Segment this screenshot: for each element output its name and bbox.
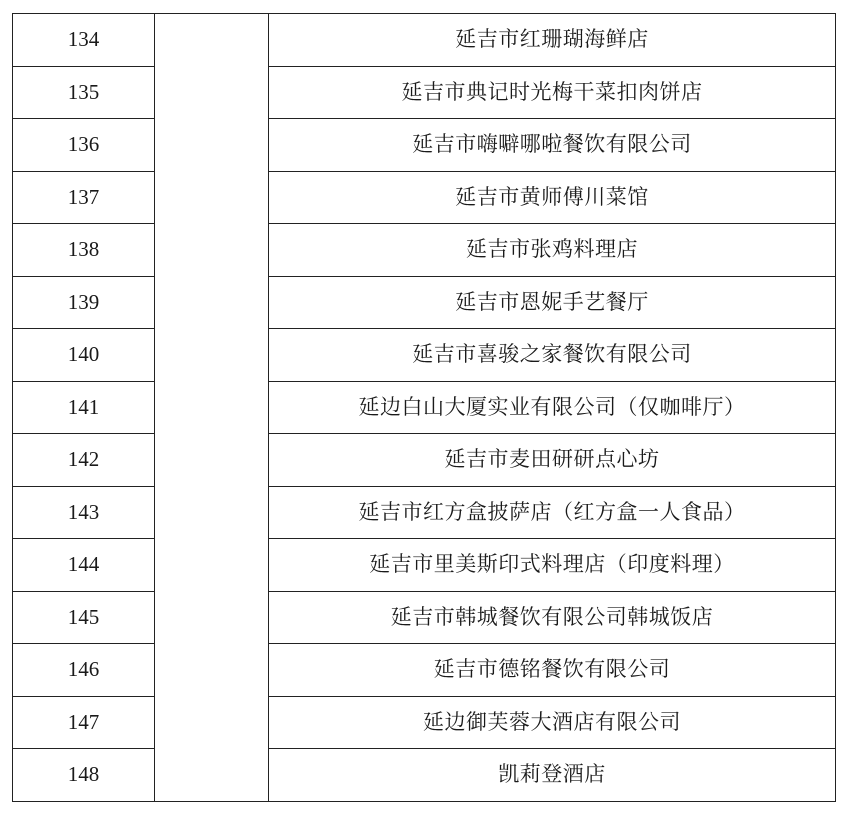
row-number: 134 [13, 14, 155, 67]
merged-blank-cell [155, 749, 269, 802]
table-row [13, 224, 836, 277]
merged-blank-cell [155, 276, 269, 329]
table-row [13, 486, 836, 539]
table-row [13, 539, 836, 592]
row-number: 136 [13, 119, 155, 172]
merged-blank-cell [155, 66, 269, 119]
row-number: 137 [13, 171, 155, 224]
establishment-name: 延吉市红珊瑚海鲜店 [269, 14, 836, 67]
establishment-name: 延吉市麦田研研点心坊 [269, 434, 836, 487]
row-number: 147 [13, 696, 155, 749]
row-number: 148 [13, 749, 155, 802]
establishment-name: 延吉市里美斯印式料理店（印度料理） [269, 539, 836, 592]
merged-blank-cell [155, 119, 269, 172]
row-number: 138 [13, 224, 155, 277]
row-number: 140 [13, 329, 155, 382]
merged-blank-cell [155, 329, 269, 382]
row-number: 135 [13, 66, 155, 119]
merged-blank-cell [155, 434, 269, 487]
establishment-name: 延边御芙蓉大酒店有限公司 [269, 696, 836, 749]
merged-blank-cell [155, 224, 269, 277]
table-row [13, 644, 836, 697]
establishment-name: 延吉市红方盒披萨店（红方盒一人食品） [269, 486, 836, 539]
table-row [13, 276, 836, 329]
row-number: 143 [13, 486, 155, 539]
table-body [13, 14, 836, 802]
table-row [13, 66, 836, 119]
establishment-name: 延边白山大厦实业有限公司（仅咖啡厅） [269, 381, 836, 434]
table-row [13, 591, 836, 644]
row-number: 141 [13, 381, 155, 434]
establishment-name: 延吉市黄师傅川菜馆 [269, 171, 836, 224]
merged-blank-cell [155, 381, 269, 434]
table-row [13, 119, 836, 172]
table-row [13, 14, 836, 67]
establishment-name: 延吉市恩妮手艺餐厅 [269, 276, 836, 329]
row-number: 144 [13, 539, 155, 592]
table-row [13, 749, 836, 802]
establishment-name: 延吉市典记时光梅干菜扣肉饼店 [269, 66, 836, 119]
table-row [13, 171, 836, 224]
row-number: 145 [13, 591, 155, 644]
establishment-name: 凯莉登酒店 [269, 749, 836, 802]
row-number: 139 [13, 276, 155, 329]
row-number: 142 [13, 434, 155, 487]
table-row [13, 696, 836, 749]
merged-blank-cell [155, 539, 269, 592]
merged-blank-cell [155, 14, 269, 67]
merged-blank-cell [155, 644, 269, 697]
establishment-name: 延吉市德铭餐饮有限公司 [269, 644, 836, 697]
merged-blank-cell [155, 171, 269, 224]
merged-blank-cell [155, 696, 269, 749]
establishment-name: 延吉市韩城餐饮有限公司韩城饭店 [269, 591, 836, 644]
establishment-name: 延吉市张鸡料理店 [269, 224, 836, 277]
merged-blank-cell [155, 486, 269, 539]
establishment-name: 延吉市嗨噼哪啦餐饮有限公司 [269, 119, 836, 172]
establishment-table [12, 13, 836, 802]
table-row [13, 329, 836, 382]
row-number: 146 [13, 644, 155, 697]
table-row [13, 381, 836, 434]
merged-blank-cell [155, 591, 269, 644]
table-row [13, 434, 836, 487]
establishment-name: 延吉市喜骏之家餐饮有限公司 [269, 329, 836, 382]
